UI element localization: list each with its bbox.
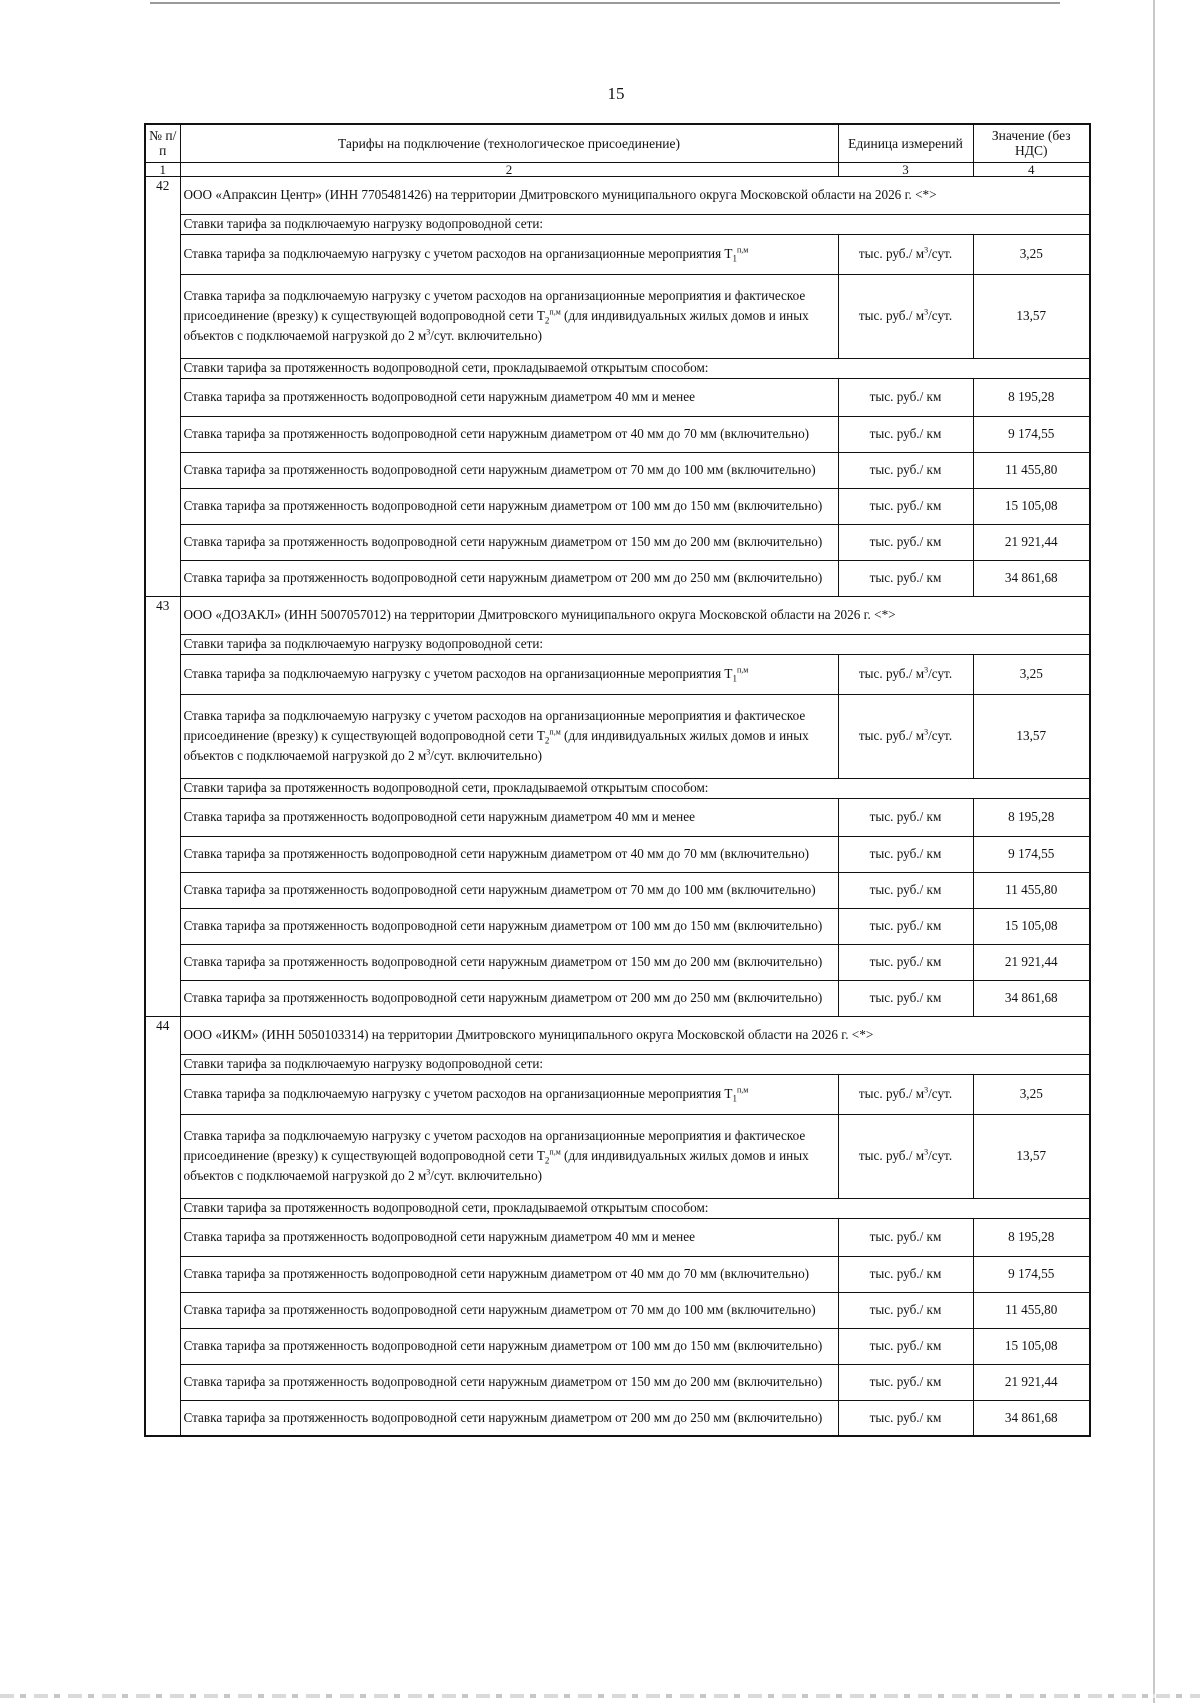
- subscript: 2: [544, 1155, 550, 1166]
- superscript: п,м: [737, 1085, 749, 1095]
- header-unit: Единица измерений: [838, 124, 973, 162]
- tariff-value: 13,57: [973, 274, 1090, 358]
- section-title-load: Ставки тарифа за подключаемую нагрузку водопроводной сети:: [180, 1054, 1090, 1074]
- tariff-row-t1: [145, 654, 1090, 694]
- section-header-row: [145, 634, 1090, 654]
- unit-text: тыс. руб./ м: [858, 728, 925, 743]
- superscript: 3: [924, 245, 929, 255]
- tariff-unit: [838, 234, 973, 274]
- diameter-tariff-row: [145, 524, 1090, 560]
- tariff-text: /сут. включительно): [430, 328, 543, 343]
- diameter-tariff-row: [145, 908, 1090, 944]
- tariff-text: (для индивидуальных жилых домов и иных объектов с подключаемой нагрузкой до 2 м: [183, 308, 809, 343]
- diameter-tariff-row: [145, 1218, 1090, 1256]
- unit-text: тыс. руб./ м: [858, 666, 925, 681]
- tariff-value: 15 105,08: [973, 488, 1090, 524]
- diameter-tariff-row: [145, 452, 1090, 488]
- tariff-unit: тыс. руб./ км: [838, 1218, 973, 1256]
- scan-edge-top: [0, 0, 1200, 6]
- tariff-unit: тыс. руб./ км: [838, 488, 973, 524]
- tariff-value: 3,25: [973, 234, 1090, 274]
- tariff-description: [180, 694, 838, 778]
- superscript: 3: [426, 327, 431, 337]
- subscript: 2: [544, 735, 550, 746]
- tariff-value: 34 861,68: [973, 1400, 1090, 1436]
- column-number: 3: [838, 162, 973, 176]
- tariff-text: (для индивидуальных жилых домов и иных объектов с подключаемой нагрузкой до 2 м: [183, 1148, 809, 1183]
- tariff-value: 8 195,28: [973, 378, 1090, 416]
- tariff-text: Ставка тарифа за подключаемую нагрузку с учетом расходов на организационные мероприятия T: [183, 666, 733, 681]
- tariff-value: 9 174,55: [973, 836, 1090, 872]
- organization-row: [145, 596, 1090, 634]
- tariff-unit: тыс. руб./ км: [838, 1328, 973, 1364]
- diameter-tariff-row: [145, 872, 1090, 908]
- tariff-row-t1: [145, 234, 1090, 274]
- tariff-description: Ставка тарифа за протяженность водопроводной сети наружным диаметром от 100 мм до 150 мм (включительно): [180, 1328, 838, 1364]
- tariff-description: Ставка тарифа за протяженность водопроводной сети наружным диаметром от 40 мм до 70 мм (включительно): [180, 836, 838, 872]
- superscript: 3: [924, 727, 929, 737]
- section-header-row: [145, 358, 1090, 378]
- unit-text: /сут.: [928, 1148, 953, 1163]
- tariff-description: Ставка тарифа за протяженность водопроводной сети наружным диаметром от 70 мм до 100 мм (включительно): [180, 452, 838, 488]
- diameter-tariff-row: [145, 416, 1090, 452]
- diameter-tariff-row: [145, 1292, 1090, 1328]
- tariff-description: Ставка тарифа за протяженность водопроводной сети наружным диаметром от 40 мм до 70 мм (включительно): [180, 416, 838, 452]
- header-num: № п/п: [145, 124, 180, 162]
- tariff-unit: тыс. руб./ км: [838, 944, 973, 980]
- superscript: п,м: [737, 245, 749, 255]
- header-value: Значение (без НДС): [973, 124, 1090, 162]
- tariff-text: (для индивидуальных жилых домов и иных объектов с подключаемой нагрузкой до 2 м: [183, 728, 809, 763]
- unit-text: /сут.: [928, 666, 953, 681]
- diameter-tariff-row: [145, 836, 1090, 872]
- tariff-unit: тыс. руб./ км: [838, 836, 973, 872]
- section-title-length: Ставки тарифа за протяженность водопроводной сети, прокладываемой открытым способом:: [180, 778, 1090, 798]
- section-title-length: Ставки тарифа за протяженность водопроводной сети, прокладываемой открытым способом:: [180, 1198, 1090, 1218]
- tariff-unit: тыс. руб./ км: [838, 1292, 973, 1328]
- section-header-row: [145, 1054, 1090, 1074]
- tariff-value: 9 174,55: [973, 416, 1090, 452]
- tariff-unit: тыс. руб./ км: [838, 378, 973, 416]
- header-desc: Тарифы на подключение (технологическое присоединение): [180, 124, 838, 162]
- tariff-unit: тыс. руб./ км: [838, 524, 973, 560]
- tariff-description: Ставка тарифа за протяженность водопроводной сети наружным диаметром от 200 мм до 250 мм (включительно): [180, 980, 838, 1016]
- tariff-unit: тыс. руб./ км: [838, 1400, 973, 1436]
- subscript: 1: [732, 673, 737, 684]
- unit-text: /сут.: [928, 308, 953, 323]
- tariff-value: 11 455,80: [973, 452, 1090, 488]
- tariff-value: 13,57: [973, 1114, 1090, 1198]
- tariff-description: Ставка тарифа за протяженность водопроводной сети наружным диаметром 40 мм и менее: [180, 798, 838, 836]
- tariff-description: Ставка тарифа за протяженность водопроводной сети наружным диаметром 40 мм и менее: [180, 378, 838, 416]
- organization-title: ООО «ИКМ» (ИНН 5050103314) на территории Дмитровского муниципального округа Московской области на 2026 г. <*>: [180, 1016, 1090, 1054]
- column-number: 2: [180, 162, 838, 176]
- tariff-description: [180, 274, 838, 358]
- tariff-text: /сут. включительно): [430, 1168, 543, 1183]
- tariff-value: 21 921,44: [973, 524, 1090, 560]
- tariff-row-t1: [145, 1074, 1090, 1114]
- diameter-tariff-row: [145, 1328, 1090, 1364]
- tariff-description: [180, 1074, 838, 1114]
- tariff-unit: тыс. руб./ км: [838, 872, 973, 908]
- tariff-value: 11 455,80: [973, 872, 1090, 908]
- tariff-value: 3,25: [973, 654, 1090, 694]
- tariff-value: 15 105,08: [973, 1328, 1090, 1364]
- tariff-value: 8 195,28: [973, 798, 1090, 836]
- tariff-text: Ставка тарифа за подключаемую нагрузку с учетом расходов на организационные мероприятия T: [183, 1086, 733, 1101]
- tariff-value: 34 861,68: [973, 980, 1090, 1016]
- organization-number: 44: [145, 1016, 180, 1436]
- superscript: 3: [924, 1085, 929, 1095]
- superscript: 3: [426, 1167, 431, 1177]
- table-header-row: [145, 124, 1090, 162]
- tariff-value: 3,25: [973, 1074, 1090, 1114]
- unit-text: тыс. руб./ м: [858, 308, 925, 323]
- tariff-unit: тыс. руб./ км: [838, 452, 973, 488]
- diameter-tariff-row: [145, 944, 1090, 980]
- tariff-description: Ставка тарифа за протяженность водопроводной сети наружным диаметром от 150 мм до 200 мм (включительно): [180, 944, 838, 980]
- tariff-unit: [838, 654, 973, 694]
- tariff-table: [144, 123, 1091, 1437]
- tariff-description: Ставка тарифа за протяженность водопроводной сети наружным диаметром 40 мм и менее: [180, 1218, 838, 1256]
- tariff-unit: [838, 694, 973, 778]
- tariff-value: 21 921,44: [973, 944, 1090, 980]
- tariff-value: 13,57: [973, 694, 1090, 778]
- organization-row: [145, 176, 1090, 214]
- tariff-unit: тыс. руб./ км: [838, 1256, 973, 1292]
- tariff-value: 9 174,55: [973, 1256, 1090, 1292]
- tariff-description: [180, 234, 838, 274]
- section-title-length: Ставки тарифа за протяженность водопроводной сети, прокладываемой открытым способом:: [180, 358, 1090, 378]
- superscript: п,м: [549, 307, 561, 317]
- unit-text: тыс. руб./ м: [858, 246, 925, 261]
- tariff-description: Ставка тарифа за протяженность водопроводной сети наружным диаметром от 100 мм до 150 мм (включительно): [180, 908, 838, 944]
- diameter-tariff-row: [145, 1256, 1090, 1292]
- tariff-value: 15 105,08: [973, 908, 1090, 944]
- section-title-load: Ставки тарифа за подключаемую нагрузку водопроводной сети:: [180, 634, 1090, 654]
- organization-row: [145, 1016, 1090, 1054]
- page-number: 15: [607, 84, 625, 103]
- organization-number: 42: [145, 176, 180, 596]
- diameter-tariff-row: [145, 488, 1090, 524]
- superscript: 3: [924, 665, 929, 675]
- superscript: 3: [426, 747, 431, 757]
- tariff-text: /сут. включительно): [430, 748, 543, 763]
- tariff-text: Ставка тарифа за подключаемую нагрузку с учетом расходов на организационные мероприятия и фактическое присоединение (врезку) к существующей водопроводной сети T: [183, 1128, 806, 1163]
- superscript: 3: [924, 1147, 929, 1157]
- unit-text: /сут.: [928, 1086, 953, 1101]
- organization-title: ООО «Апраксин Центр» (ИНН 7705481426) на территории Дмитровского муниципального округа Московской области на 2026 г. <*>: [180, 176, 1090, 214]
- tariff-unit: тыс. руб./ км: [838, 980, 973, 1016]
- unit-text: тыс. руб./ м: [858, 1086, 925, 1101]
- tariff-description: Ставка тарифа за протяженность водопроводной сети наружным диаметром от 150 мм до 200 мм (включительно): [180, 524, 838, 560]
- tariff-description: Ставка тарифа за протяженность водопроводной сети наружным диаметром от 150 мм до 200 мм (включительно): [180, 1364, 838, 1400]
- tariff-value: 11 455,80: [973, 1292, 1090, 1328]
- tariff-description: [180, 1114, 838, 1198]
- tariff-unit: тыс. руб./ км: [838, 560, 973, 596]
- unit-text: /сут.: [928, 728, 953, 743]
- superscript: 3: [924, 307, 929, 317]
- subscript: 1: [732, 1093, 737, 1104]
- column-number: 1: [145, 162, 180, 176]
- tariff-text: Ставка тарифа за подключаемую нагрузку с учетом расходов на организационные мероприятия и фактическое присоединение (врезку) к существующей водопроводной сети T: [183, 288, 806, 323]
- subscript: 1: [732, 253, 737, 264]
- tariff-value: 21 921,44: [973, 1364, 1090, 1400]
- tariff-unit: тыс. руб./ км: [838, 1364, 973, 1400]
- tariff-description: Ставка тарифа за протяженность водопроводной сети наружным диаметром от 100 мм до 150 мм (включительно): [180, 488, 838, 524]
- diameter-tariff-row: [145, 798, 1090, 836]
- column-number: 4: [973, 162, 1090, 176]
- unit-text: тыс. руб./ м: [858, 1148, 925, 1163]
- tariff-row-t2: [145, 1114, 1090, 1198]
- organization-title: ООО «ДОЗАКЛ» (ИНН 5007057012) на территории Дмитровского муниципального округа Московской области на 2026 г. <*>: [180, 596, 1090, 634]
- tariff-description: Ставка тарифа за протяженность водопроводной сети наружным диаметром от 70 мм до 100 мм (включительно): [180, 1292, 838, 1328]
- tariff-description: [180, 654, 838, 694]
- tariff-description: Ставка тарифа за протяженность водопроводной сети наружным диаметром от 200 мм до 250 мм (включительно): [180, 560, 838, 596]
- superscript: п,м: [737, 665, 749, 675]
- tariff-row-t2: [145, 694, 1090, 778]
- organization-number: 43: [145, 596, 180, 1016]
- tariff-value: 34 861,68: [973, 560, 1090, 596]
- tariff-unit: [838, 1114, 973, 1198]
- tariff-value: 8 195,28: [973, 1218, 1090, 1256]
- tariff-unit: тыс. руб./ км: [838, 798, 973, 836]
- diameter-tariff-row: [145, 980, 1090, 1016]
- diameter-tariff-row: [145, 560, 1090, 596]
- tariff-description: Ставка тарифа за протяженность водопроводной сети наружным диаметром от 200 мм до 250 мм (включительно): [180, 1400, 838, 1436]
- tariff-text: Ставка тарифа за подключаемую нагрузку с учетом расходов на организационные мероприятия T: [183, 246, 733, 261]
- section-title-load: Ставки тарифа за подключаемую нагрузку водопроводной сети:: [180, 214, 1090, 234]
- diameter-tariff-row: [145, 1364, 1090, 1400]
- tariff-description: Ставка тарифа за протяженность водопроводной сети наружным диаметром от 70 мм до 100 мм (включительно): [180, 872, 838, 908]
- column-number-row: [145, 162, 1090, 176]
- section-header-row: [145, 214, 1090, 234]
- scan-edge-bottom: [0, 1694, 1200, 1698]
- subscript: 2: [544, 315, 550, 326]
- tariff-unit: [838, 274, 973, 358]
- tariff-unit: тыс. руб./ км: [838, 908, 973, 944]
- superscript: п,м: [549, 727, 561, 737]
- unit-text: /сут.: [928, 246, 953, 261]
- tariff-unit: тыс. руб./ км: [838, 416, 973, 452]
- tariff-unit: [838, 1074, 973, 1114]
- tariff-description: Ставка тарифа за протяженность водопроводной сети наружным диаметром от 40 мм до 70 мм (включительно): [180, 1256, 838, 1292]
- tariff-row-t2: [145, 274, 1090, 358]
- section-header-row: [145, 1198, 1090, 1218]
- diameter-tariff-row: [145, 1400, 1090, 1436]
- superscript: п,м: [549, 1147, 561, 1157]
- scan-edge-right: [1153, 0, 1155, 1703]
- section-header-row: [145, 778, 1090, 798]
- diameter-tariff-row: [145, 378, 1090, 416]
- tariff-text: Ставка тарифа за подключаемую нагрузку с учетом расходов на организационные мероприятия и фактическое присоединение (врезку) к существующей водопроводной сети T: [183, 708, 806, 743]
